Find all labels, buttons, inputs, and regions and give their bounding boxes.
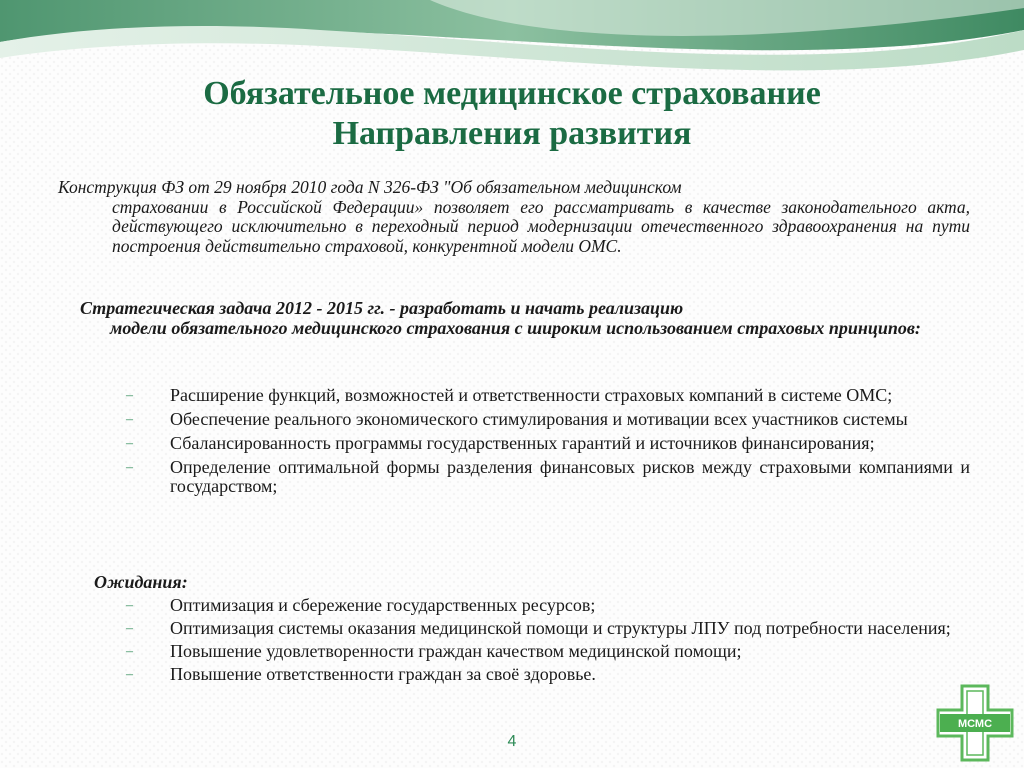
list-item	[0, 665, 1024, 684]
list-item	[0, 434, 1024, 453]
dash-bullet-icon: –	[126, 388, 133, 403]
list-item	[0, 596, 1024, 615]
strategic-task	[80, 298, 970, 338]
intro-first-line: Конструкция ФЗ от 29 ноября 2010 года N 326-ФЗ "Об обязательном медицинском	[58, 177, 682, 197]
task-item-text: Определение оптимальной формы разделения финансовых рисков между страховыми компаниями и государством;	[170, 457, 970, 496]
dash-bullet-icon: –	[126, 667, 133, 682]
expectation-item-text: Оптимизация системы оказания медицинской помощи и структуры ЛПУ под потребности населения;	[170, 618, 951, 638]
dash-bullet-icon: –	[126, 412, 133, 427]
slide-title-line2: Направления развития	[332, 115, 692, 152]
list-item	[0, 386, 1024, 405]
task-item-text: Обеспечение реального экономического стимулирования и мотивации всех участников системы	[170, 409, 908, 429]
list-item	[0, 410, 1024, 429]
expectations-list	[0, 596, 1024, 688]
expectations-heading: Ожидания:	[94, 572, 188, 592]
logo-lettering: МСМС	[957, 718, 993, 730]
list-item	[0, 458, 1024, 496]
dash-bullet-icon: –	[126, 436, 133, 451]
strategic-task-continuation: модели обязательного медицинского страхования с широким использованием страховых принципов:	[110, 318, 921, 338]
expectation-item-text: Оптимизация и сбережение государственных ресурсов;	[170, 595, 596, 615]
dash-bullet-icon: –	[126, 621, 133, 636]
expectation-item-text: Повышение ответственности граждан за своё здоровье.	[170, 664, 596, 684]
task-item-text: Сбалансированность программы государственных гарантий и источников финансирования;	[170, 433, 875, 453]
intro-paragraph	[58, 178, 970, 256]
task-item-text: Расширение функций, возможностей и ответственности страховых компаний в системе ОМС;	[170, 385, 893, 405]
dash-bullet-icon: –	[126, 598, 133, 613]
page-number: 4	[507, 733, 517, 750]
expectation-item-text: Повышение удовлетворенности граждан качеством медицинской помощи;	[170, 641, 742, 661]
strategic-task-first-line: Стратегическая задача 2012 - 2015 гг. - разработать и начать реализацию	[80, 298, 684, 318]
medical-cross-logo-icon	[936, 684, 1014, 762]
task-list	[0, 386, 1024, 501]
slide-title-line1: Обязательное медицинское страхование	[203, 75, 821, 112]
dash-bullet-icon: –	[126, 460, 133, 475]
dash-bullet-icon: –	[126, 644, 133, 659]
intro-continuation: страховании в Российской Федерации» позволяет его рассматривать в качестве законодательного акта, действующего исключительно в переходный период модернизации отечественного здравоохранения на пути построения действительно страховой, конкурентной модели ОМС.	[112, 196, 970, 256]
list-item	[0, 619, 1024, 638]
list-item	[0, 642, 1024, 661]
